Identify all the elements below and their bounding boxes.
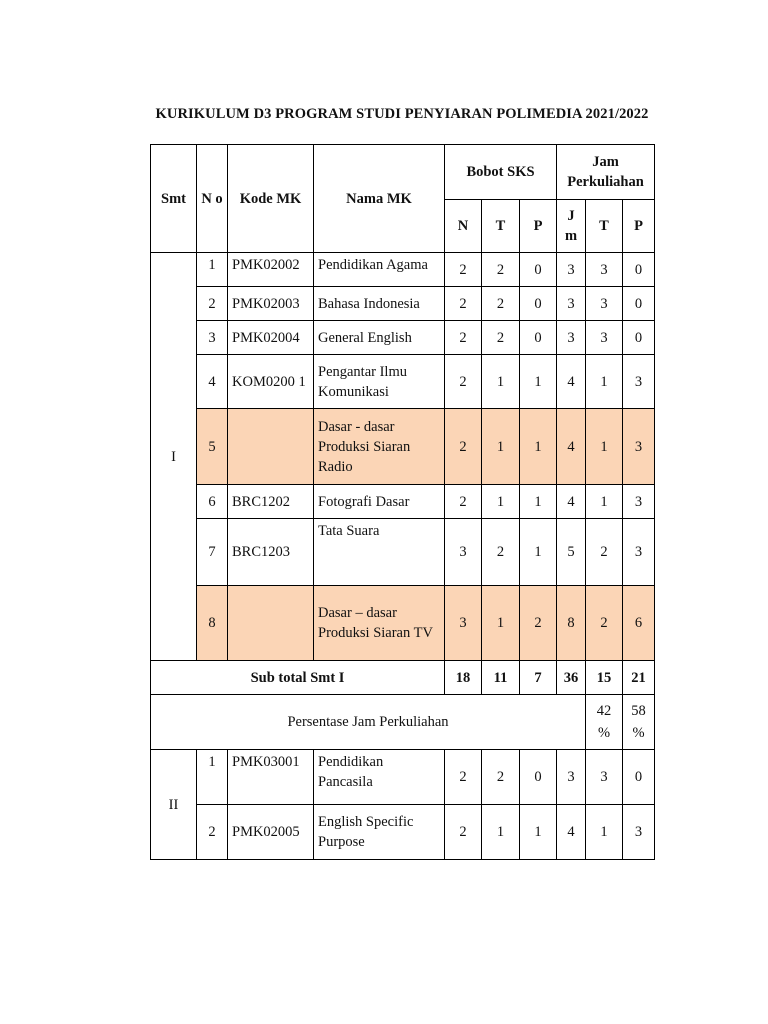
sks-t: 2 — [482, 321, 520, 355]
sks-n: 2 — [445, 485, 482, 519]
sks-p: 1 — [520, 409, 557, 485]
course-code: PMK03001 — [228, 750, 314, 805]
subtotal-p: 7 — [520, 661, 557, 695]
header-n: N — [445, 200, 482, 253]
course-name: English Specific Purpose — [314, 805, 445, 860]
sks-n: 2 — [445, 805, 482, 860]
header-jam-p: P — [623, 200, 655, 253]
header-no: N o — [197, 145, 228, 253]
sks-p: 1 — [520, 805, 557, 860]
sks-n: 2 — [445, 253, 482, 287]
course-name: Dasar – dasar Produksi Siaran TV — [314, 586, 445, 661]
table-row — [151, 586, 655, 661]
jam-jm: 4 — [557, 805, 586, 860]
semester-label: I — [151, 253, 197, 661]
jam-jm: 8 — [557, 586, 586, 661]
course-name: Fotografi Dasar — [314, 485, 445, 519]
course-no: 1 — [197, 253, 228, 287]
percentage-t: 42 % — [586, 695, 623, 750]
header-jm: J m — [557, 200, 586, 253]
jam-t: 2 — [586, 586, 623, 661]
jam-p: 3 — [623, 805, 655, 860]
table-row — [151, 750, 655, 805]
course-code — [228, 586, 314, 661]
header-kode-mk: Kode MK — [228, 145, 314, 253]
subtotal-t: 11 — [482, 661, 520, 695]
subtotal-row — [151, 661, 655, 695]
jam-t: 3 — [586, 321, 623, 355]
jam-t: 1 — [586, 409, 623, 485]
course-code: PMK02002 — [228, 253, 314, 287]
subtotal-jm: 36 — [557, 661, 586, 695]
course-name: Bahasa Indonesia — [314, 287, 445, 321]
curriculum-table — [150, 144, 655, 860]
header-p: P — [520, 200, 557, 253]
sks-n: 2 — [445, 750, 482, 805]
jam-t: 3 — [586, 253, 623, 287]
course-no: 2 — [197, 805, 228, 860]
course-name: Pengantar Ilmu Komunikasi — [314, 355, 445, 409]
course-code — [228, 409, 314, 485]
jam-p: 0 — [623, 750, 655, 805]
sks-n: 2 — [445, 355, 482, 409]
table-row — [151, 519, 655, 586]
table-row — [151, 287, 655, 321]
table-row — [151, 321, 655, 355]
jam-p: 3 — [623, 355, 655, 409]
document-title: KURIKULUM D3 PROGRAM STUDI PENYIARAN POLIMEDIA 2021/2022 — [155, 106, 649, 122]
sks-p: 0 — [520, 750, 557, 805]
jam-t: 1 — [586, 485, 623, 519]
header-bobot-sks: Bobot SKS — [445, 145, 557, 200]
course-code: BRC1203 — [228, 519, 314, 586]
header-jam-t: T — [586, 200, 623, 253]
jam-jm: 4 — [557, 355, 586, 409]
sks-n: 3 — [445, 519, 482, 586]
semester-label: II — [151, 750, 197, 860]
sks-t: 1 — [482, 409, 520, 485]
course-code: PMK02005 — [228, 805, 314, 860]
jam-t: 1 — [586, 355, 623, 409]
jam-p: 3 — [623, 409, 655, 485]
sks-p: 2 — [520, 586, 557, 661]
sks-n: 2 — [445, 287, 482, 321]
jam-p: 3 — [623, 519, 655, 586]
jam-jm: 4 — [557, 485, 586, 519]
subtotal-jp: 21 — [623, 661, 655, 695]
jam-p: 0 — [623, 253, 655, 287]
header-jam-perkuliahan: Jam Perkuliahan — [557, 145, 655, 200]
header-t: T — [482, 200, 520, 253]
course-code: PMK02004 — [228, 321, 314, 355]
sks-n: 2 — [445, 321, 482, 355]
course-code: BRC1202 — [228, 485, 314, 519]
sks-t: 2 — [482, 287, 520, 321]
course-name: Pendidikan Agama — [314, 253, 445, 287]
course-code: KOM0200 1 — [228, 355, 314, 409]
subtotal-label: Sub total Smt I — [151, 661, 445, 695]
header-nama-mk: Nama MK — [314, 145, 445, 253]
course-name: General English — [314, 321, 445, 355]
jam-jm: 4 — [557, 409, 586, 485]
course-no: 2 — [197, 287, 228, 321]
header-smt: Smt — [151, 145, 197, 253]
jam-t: 1 — [586, 805, 623, 860]
sks-t: 1 — [482, 586, 520, 661]
subtotal-jt: 15 — [586, 661, 623, 695]
jam-p: 6 — [623, 586, 655, 661]
course-no: 7 — [197, 519, 228, 586]
jam-jm: 3 — [557, 287, 586, 321]
sks-t: 1 — [482, 485, 520, 519]
sks-p: 1 — [520, 355, 557, 409]
course-no: 4 — [197, 355, 228, 409]
table-row — [151, 409, 655, 485]
sks-t: 1 — [482, 355, 520, 409]
table-row — [151, 805, 655, 860]
course-name: Pendidikan Pancasila — [314, 750, 445, 805]
course-code: PMK02003 — [228, 287, 314, 321]
sks-p: 0 — [520, 287, 557, 321]
sks-t: 2 — [482, 253, 520, 287]
sks-t: 2 — [482, 750, 520, 805]
jam-jm: 3 — [557, 253, 586, 287]
sks-n: 3 — [445, 586, 482, 661]
jam-jm: 3 — [557, 321, 586, 355]
percentage-row — [151, 695, 655, 750]
sks-p: 1 — [520, 485, 557, 519]
jam-t: 3 — [586, 750, 623, 805]
sks-p: 0 — [520, 253, 557, 287]
course-no: 6 — [197, 485, 228, 519]
course-name: Tata Suara — [314, 519, 445, 586]
jam-jm: 3 — [557, 750, 586, 805]
course-no: 5 — [197, 409, 228, 485]
course-name: Dasar - dasar Produksi Siaran Radio — [314, 409, 445, 485]
table-row — [151, 485, 655, 519]
course-no: 3 — [197, 321, 228, 355]
table-row — [151, 355, 655, 409]
jam-p: 0 — [623, 321, 655, 355]
course-no: 8 — [197, 586, 228, 661]
subtotal-n: 18 — [445, 661, 482, 695]
header-row-1 — [151, 145, 655, 200]
jam-p: 3 — [623, 485, 655, 519]
sks-t: 2 — [482, 519, 520, 586]
sks-t: 1 — [482, 805, 520, 860]
jam-t: 3 — [586, 287, 623, 321]
sks-p: 0 — [520, 321, 557, 355]
percentage-label: Persentase Jam Perkuliahan — [151, 695, 586, 750]
sks-p: 1 — [520, 519, 557, 586]
course-no: 1 — [197, 750, 228, 805]
table-row — [151, 253, 655, 287]
jam-t: 2 — [586, 519, 623, 586]
sks-n: 2 — [445, 409, 482, 485]
jam-jm: 5 — [557, 519, 586, 586]
percentage-p: 58 % — [623, 695, 655, 750]
jam-p: 0 — [623, 287, 655, 321]
